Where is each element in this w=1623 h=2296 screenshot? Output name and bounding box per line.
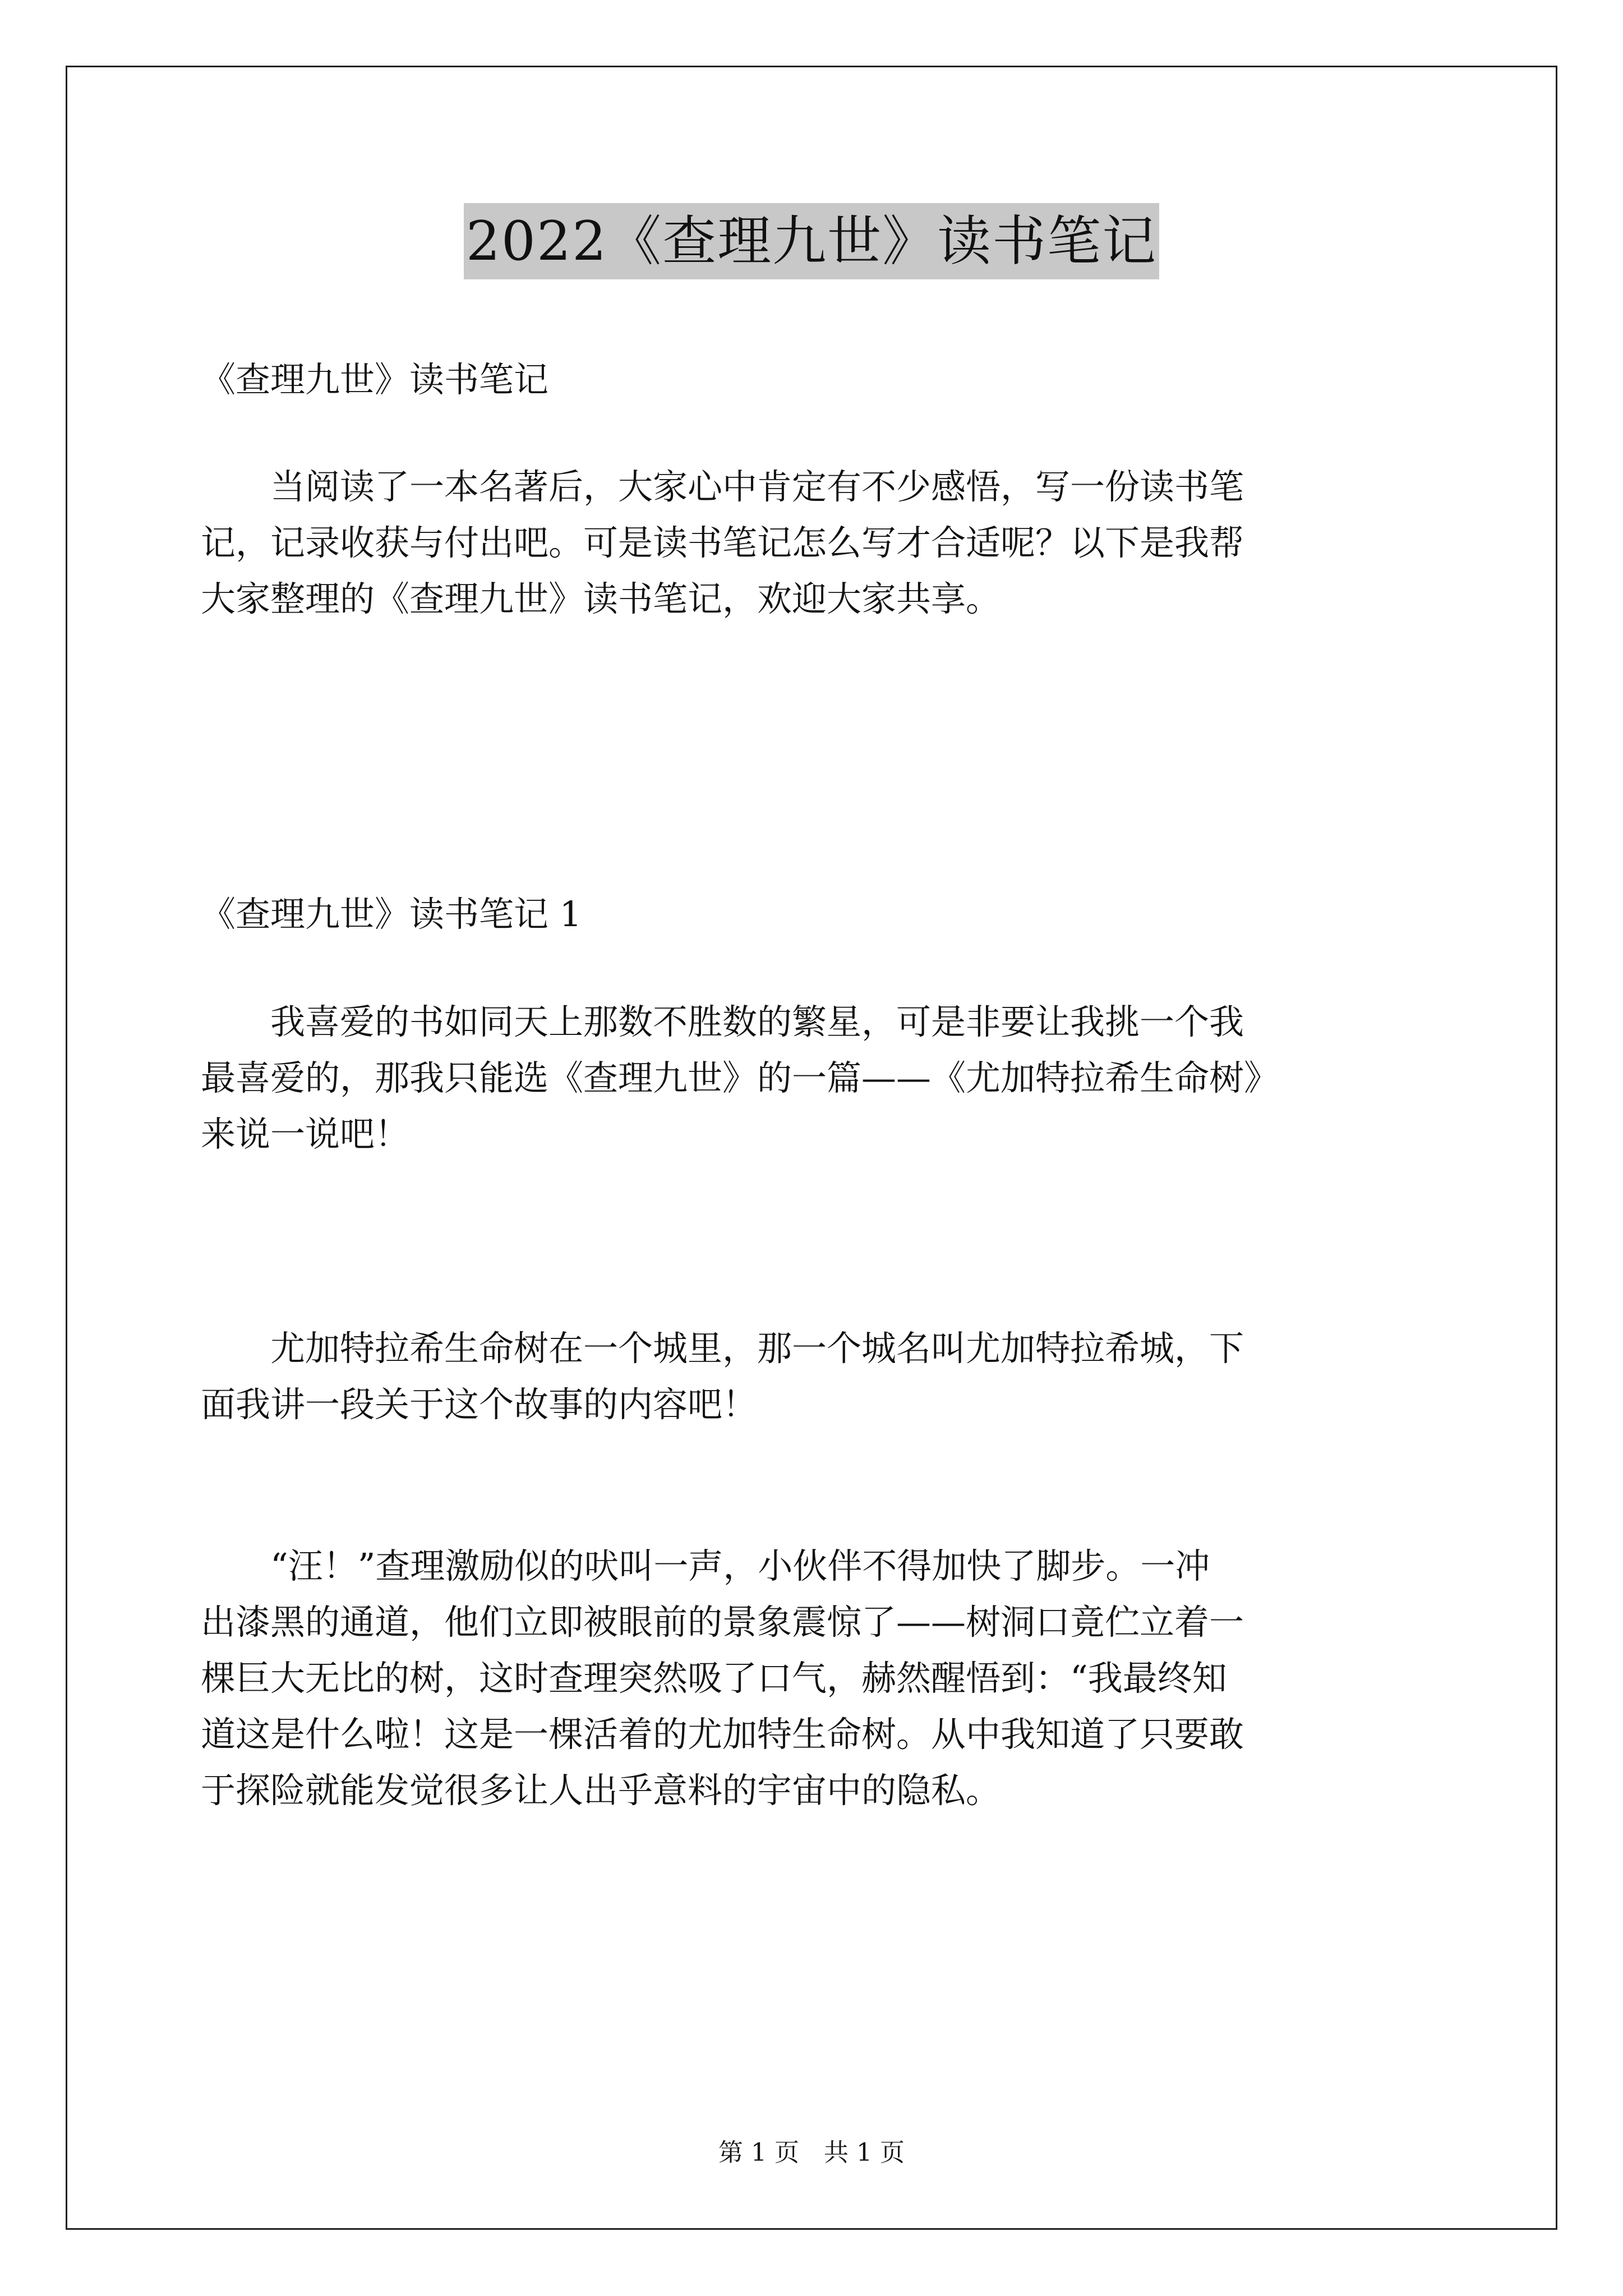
intro-paragraph bbox=[201, 459, 1429, 627]
title-container bbox=[0, 203, 1623, 279]
paragraph-line: 尤加特拉希生命树在一个城里，那一个城名叫尤加特拉希城，下 bbox=[201, 1328, 1244, 1369]
subtitle: 《查理九世》读书笔记 bbox=[201, 359, 549, 400]
section-heading: 《查理九世》读书笔记 1 bbox=[201, 894, 582, 935]
intro-line: 记，记录收获与付出吧。可是读书笔记怎么写才合适呢？以下是我帮 bbox=[201, 522, 1244, 563]
document-title: 2022《查理九世》读书笔记 bbox=[464, 203, 1159, 279]
paragraph-line: 面我讲一段关于这个故事的内容吧！ bbox=[201, 1384, 758, 1425]
paragraph-1 bbox=[201, 994, 1429, 1162]
paragraph-line: 我喜爱的书如同天上那数不胜数的繁星，可是非要让我挑一个我 bbox=[201, 1001, 1244, 1042]
paragraph-line: 于探险就能发觉很多让人出乎意料的宇宙中的隐私。 bbox=[201, 1770, 1001, 1811]
paragraph-line: 来说一说吧！ bbox=[201, 1114, 410, 1154]
paragraph-line: “汪！”查理激励似的吠叫一声，小伙伴不得加快了脚步。一冲 bbox=[201, 1545, 1210, 1586]
paragraph-line: 道这是什么啦！这是一棵活着的尤加特生命树。从中我知道了只要敢 bbox=[201, 1714, 1244, 1755]
paragraph-2 bbox=[201, 1320, 1429, 1433]
paragraph-line: 棵巨大无比的树，这时查理突然吸了口气，赫然醒悟到：“我最终知 bbox=[201, 1658, 1227, 1699]
paragraph-line: 出漆黑的通道，他们立即被眼前的景象震惊了——树洞口竟伫立着一 bbox=[201, 1602, 1244, 1642]
paragraph-line: 最喜爱的，那我只能选《查理九世》的一篇——《尤加特拉希生命树》 bbox=[201, 1057, 1279, 1098]
paragraph-3 bbox=[201, 1538, 1429, 1819]
intro-line: 当阅读了一本名著后，大家心中肯定有不少感悟，写一份读书笔 bbox=[201, 466, 1244, 507]
intro-line: 大家整理的《查理九世》读书笔记，欢迎大家共享。 bbox=[201, 578, 1001, 619]
page-footer: 第 1 页 共 1 页 bbox=[718, 2138, 905, 2167]
